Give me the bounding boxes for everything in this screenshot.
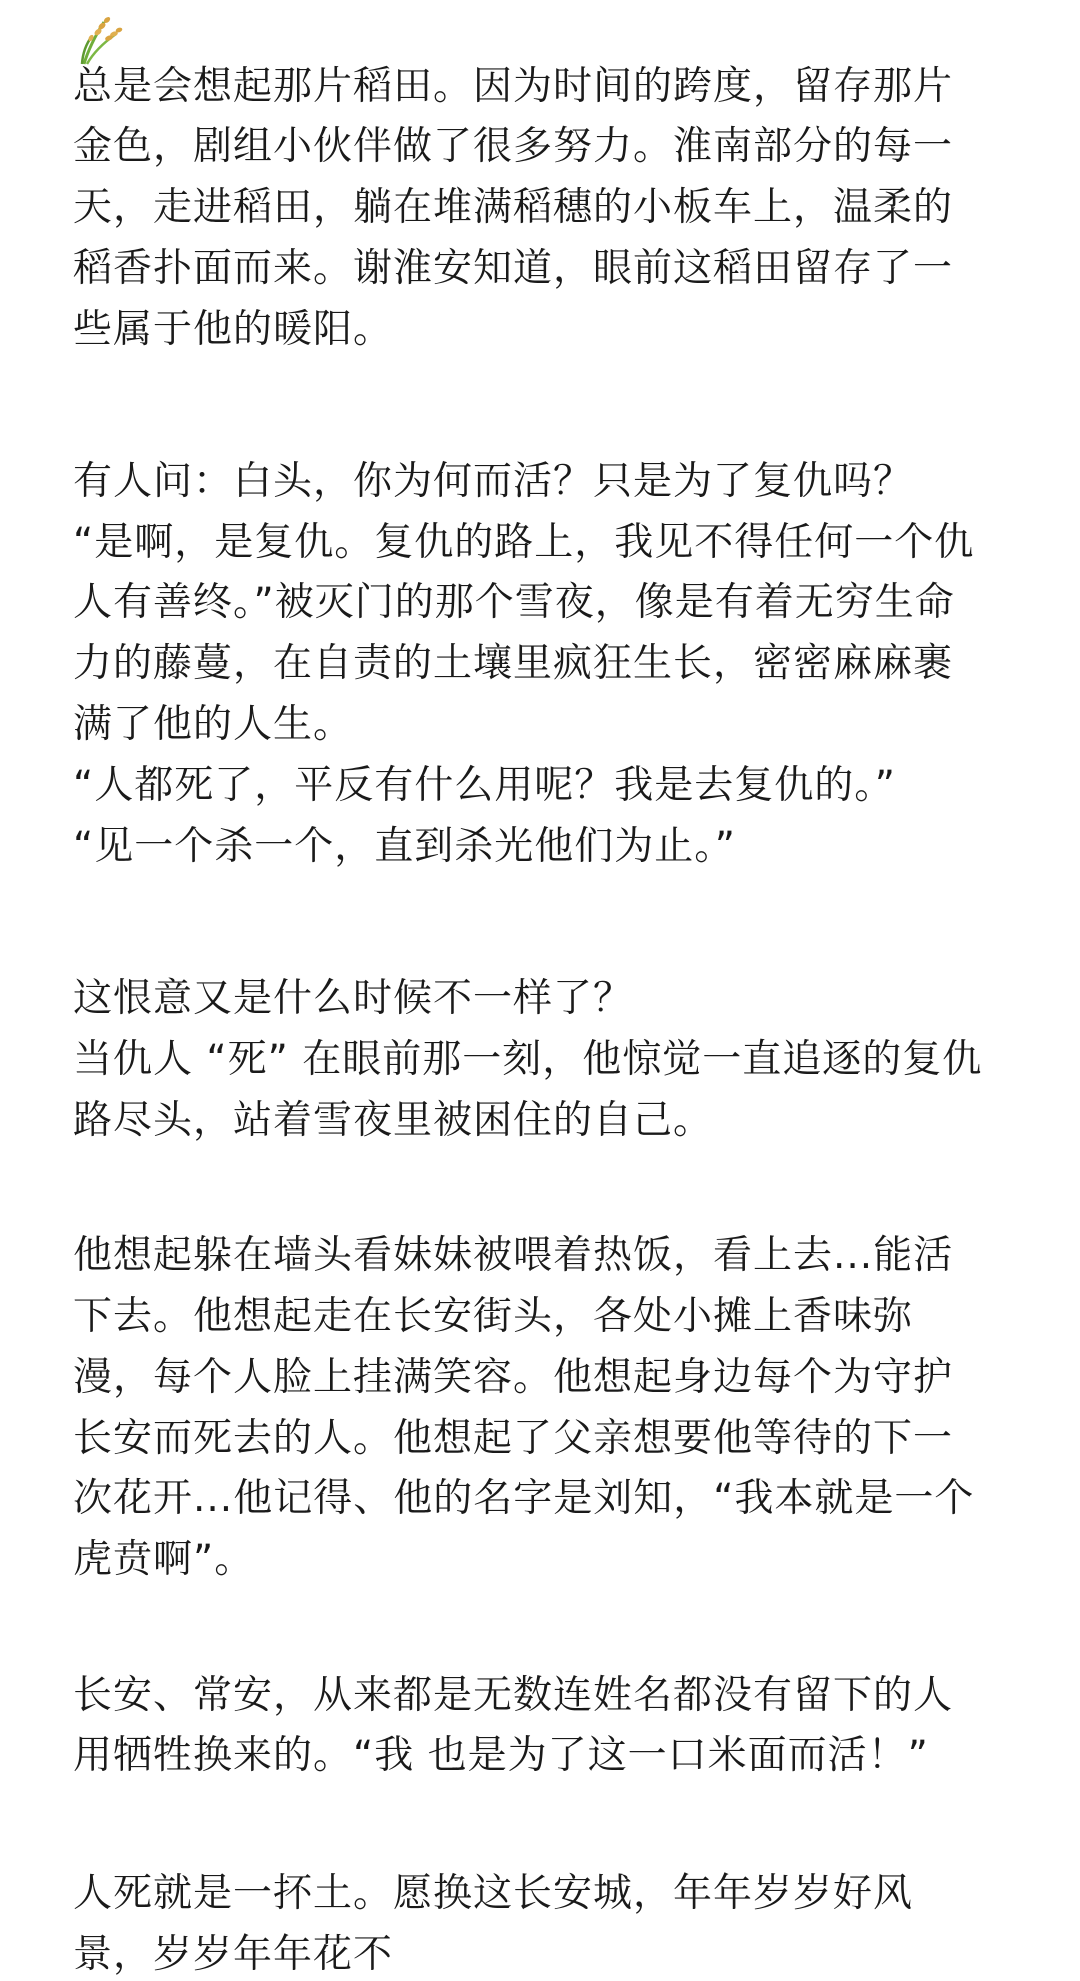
text-line: 稻香扑面而来。谢淮安知道，眼前这稻田留存了一 bbox=[73, 246, 954, 291]
text-line: 有人问：白头，你为何而活？只是为了复仇吗？ bbox=[73, 459, 914, 504]
text-line: 金色，剧组小伙伴做了很多努力。淮南部分的每一 bbox=[73, 124, 954, 169]
text-line: 人死就是一抔土。愿换这长安城，年年岁岁好风 bbox=[73, 1871, 914, 1916]
text-line: 这恨意又是什么时候不一样了？ bbox=[73, 976, 634, 1021]
text-line: 用牺牲换来的。“我 也是为了这一口米面而活！” bbox=[73, 1733, 929, 1778]
text-line: 他想起躲在墙头看妹妹被喂着热饭，看上去...能活 bbox=[73, 1233, 954, 1278]
text-line: 次花开...他记得、他的名字是刘知，“我本就是一个 bbox=[73, 1476, 975, 1521]
rice-wheat-icon bbox=[74, 14, 124, 66]
text-line: 漫，每个人脸上挂满笑容。他想起身边每个为守护 bbox=[73, 1355, 954, 1400]
text-line: 天，走进稻田，躺在堆满稻穗的小板车上，温柔的 bbox=[73, 185, 954, 230]
text-line: “是啊，是复仇。复仇的路上，我见不得任何一个仇 bbox=[73, 520, 975, 565]
text-line: 景，岁岁年年花不 bbox=[73, 1932, 394, 1977]
text-line: 当仇人 “死” 在眼前那一刻，他惊觉一直追逐的复仇 bbox=[73, 1037, 983, 1082]
text-line: 路尽头，站着雪夜里被困住的自己。 bbox=[73, 1098, 714, 1143]
text-line: 满了他的人生。 bbox=[73, 702, 354, 747]
text-line: 力的藤蔓，在自责的土壤里疯狂生长，密密麻麻裹 bbox=[73, 641, 954, 686]
text-line: “见一个杀一个，直到杀光他们为止。” bbox=[73, 824, 736, 869]
text-line: 虎贲啊”。 bbox=[73, 1537, 255, 1582]
text-line: 些属于他的暖阳。 bbox=[73, 307, 394, 352]
text-line: “人都死了，平反有什么用呢？我是去复仇的。” bbox=[73, 763, 896, 808]
text-line: 下去。他想起走在长安街头，各处小摊上香味弥 bbox=[73, 1294, 914, 1339]
text-line: 长安、常安，从来都是无数连姓名都没有留下的人 bbox=[73, 1673, 954, 1718]
text-line: 人有善终。”被灭门的那个雪夜，像是有着无穷生命 bbox=[73, 580, 955, 625]
text-line: 长安而死去的人。他想起了父亲想要他等待的下一 bbox=[73, 1416, 954, 1461]
watermark-overlay bbox=[520, 1926, 840, 1981]
text-line: 总是会想起那片稻田。因为时间的跨度，留存那片 bbox=[73, 64, 954, 109]
